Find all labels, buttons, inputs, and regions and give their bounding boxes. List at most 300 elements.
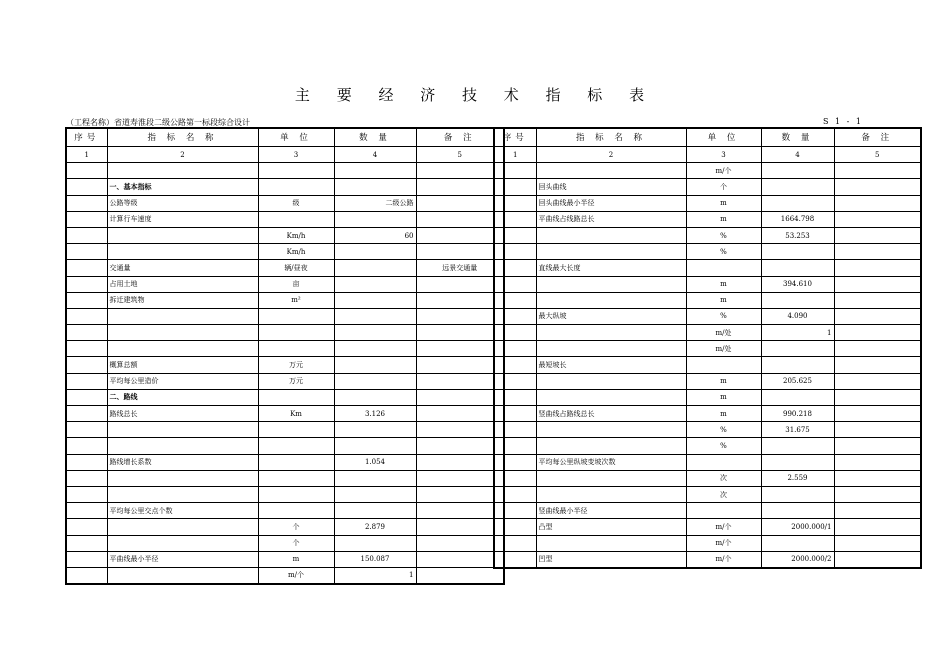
header-row xyxy=(66,128,504,147)
table-row xyxy=(66,389,504,405)
row-note xyxy=(416,406,504,422)
row-qty: 1 xyxy=(334,567,416,584)
table-row xyxy=(66,227,504,243)
row-qty: 2000.000/1 xyxy=(761,519,834,535)
row-name: 交通量 xyxy=(107,260,258,276)
row-note xyxy=(416,551,504,567)
row-qty xyxy=(334,276,416,292)
row-qty xyxy=(334,244,416,260)
row-unit xyxy=(258,341,334,357)
row-seq xyxy=(66,325,107,341)
table-row xyxy=(66,535,504,551)
row-name: 平均每公里交点个数 xyxy=(107,503,258,519)
table-row xyxy=(66,406,504,422)
row-name xyxy=(536,227,686,243)
row-unit: % xyxy=(686,422,761,438)
row-qty xyxy=(334,325,416,341)
header-unit: 单 位 xyxy=(258,128,334,147)
row-qty xyxy=(761,260,834,276)
row-qty: 150.087 xyxy=(334,551,416,567)
row-name: 概算总额 xyxy=(107,357,258,373)
table-row xyxy=(66,163,504,179)
table-row xyxy=(66,308,504,324)
row-seq xyxy=(494,470,536,486)
row-seq xyxy=(66,551,107,567)
row-qty xyxy=(761,292,834,308)
row-unit xyxy=(258,389,334,405)
row-note: 远景交通量 xyxy=(416,260,504,276)
row-note xyxy=(834,227,921,243)
row-seq xyxy=(494,519,536,535)
row-note xyxy=(834,551,921,568)
row-note xyxy=(416,373,504,389)
row-seq xyxy=(66,373,107,389)
section-heading: 一、基本指标 xyxy=(107,179,258,195)
row-note xyxy=(416,308,504,324)
row-name xyxy=(107,163,258,179)
row-unit: m xyxy=(686,292,761,308)
row-qty xyxy=(761,244,834,260)
row-qty xyxy=(761,163,834,179)
header-note: 备 注 xyxy=(416,128,504,147)
row-note xyxy=(834,389,921,405)
header-name: 指 标 名 称 xyxy=(107,128,258,147)
row-name xyxy=(107,535,258,551)
table-row xyxy=(494,357,921,373)
row-qty xyxy=(334,341,416,357)
row-name xyxy=(536,470,686,486)
row-note xyxy=(416,422,504,438)
table-row xyxy=(494,325,921,341)
table-row xyxy=(66,195,504,211)
indicator-table-right xyxy=(493,127,922,569)
row-note xyxy=(834,308,921,324)
table-row xyxy=(494,422,921,438)
row-name xyxy=(536,438,686,454)
row-seq xyxy=(66,244,107,260)
row-seq xyxy=(494,325,536,341)
row-name: 路线总长 xyxy=(107,406,258,422)
row-seq xyxy=(494,308,536,324)
row-unit xyxy=(258,503,334,519)
row-note xyxy=(416,276,504,292)
row-unit xyxy=(686,454,761,470)
row-note xyxy=(834,535,921,551)
row-unit: % xyxy=(686,438,761,454)
table-row xyxy=(66,454,504,470)
row-qty xyxy=(334,357,416,373)
row-name xyxy=(536,244,686,260)
row-name: 竖曲线占路线总长 xyxy=(536,406,686,422)
row-qty: 二级公路 xyxy=(334,195,416,211)
row-name xyxy=(107,470,258,486)
row-qty xyxy=(761,438,834,454)
row-unit: m xyxy=(686,276,761,292)
row-unit: 个 xyxy=(258,519,334,535)
table-row xyxy=(494,503,921,519)
row-unit: m/个 xyxy=(686,519,761,535)
row-seq xyxy=(494,244,536,260)
row-note xyxy=(416,454,504,470)
table-row xyxy=(494,535,921,551)
row-name xyxy=(536,276,686,292)
row-qty xyxy=(761,486,834,502)
row-name: 凹型 xyxy=(536,551,686,568)
row-qty xyxy=(761,535,834,551)
row-unit xyxy=(258,454,334,470)
table-row xyxy=(494,227,921,243)
col-number: 4 xyxy=(334,147,416,163)
row-note xyxy=(416,438,504,454)
row-unit: Km/h xyxy=(258,227,334,243)
row-qty xyxy=(334,422,416,438)
project-name: （工程名称）省道寿淮段二级公路第一标段综合设计 xyxy=(66,118,250,127)
row-unit xyxy=(258,211,334,227)
header-unit: 单 位 xyxy=(686,128,761,147)
row-qty xyxy=(334,163,416,179)
row-note xyxy=(834,373,921,389)
row-seq xyxy=(494,373,536,389)
row-name xyxy=(107,341,258,357)
row-seq xyxy=(494,406,536,422)
row-note xyxy=(834,325,921,341)
row-qty xyxy=(761,195,834,211)
row-unit: Km/h xyxy=(258,244,334,260)
row-unit: % xyxy=(686,308,761,324)
table-row xyxy=(66,244,504,260)
header-seq: 序号 xyxy=(66,128,107,147)
row-unit: 次 xyxy=(686,486,761,502)
row-name xyxy=(107,519,258,535)
table-row xyxy=(66,438,504,454)
table-row xyxy=(66,357,504,373)
row-unit: m xyxy=(686,373,761,389)
row-name: 计算行车速度 xyxy=(107,211,258,227)
row-name xyxy=(536,163,686,179)
row-unit: m xyxy=(258,551,334,567)
row-qty xyxy=(761,179,834,195)
row-qty xyxy=(761,503,834,519)
header-name: 指 标 名 称 xyxy=(536,128,686,147)
table-row xyxy=(494,486,921,502)
sheet-number: S 1 - 1 xyxy=(823,117,863,126)
row-unit: m/处 xyxy=(686,325,761,341)
table-row xyxy=(66,551,504,567)
row-unit: m xyxy=(686,406,761,422)
row-seq xyxy=(66,389,107,405)
table-row xyxy=(494,519,921,535)
col-number: 5 xyxy=(834,147,921,163)
col-number: 2 xyxy=(107,147,258,163)
row-note xyxy=(834,503,921,519)
table-row xyxy=(494,470,921,486)
row-name: 路线增长系数 xyxy=(107,454,258,470)
row-note xyxy=(834,163,921,179)
row-qty xyxy=(334,486,416,502)
table-row xyxy=(494,389,921,405)
row-seq xyxy=(66,422,107,438)
row-note xyxy=(834,341,921,357)
table-row xyxy=(66,260,504,276)
row-seq xyxy=(66,535,107,551)
row-note xyxy=(416,357,504,373)
row-note xyxy=(416,503,504,519)
row-seq xyxy=(494,341,536,357)
table-row xyxy=(494,211,921,227)
table-row xyxy=(66,179,504,195)
row-unit: 辆/昼夜 xyxy=(258,260,334,276)
table-row xyxy=(66,292,504,308)
row-name: 拆迁建筑物 xyxy=(107,292,258,308)
table-row xyxy=(494,260,921,276)
header-qty: 数 量 xyxy=(761,128,834,147)
row-note xyxy=(416,211,504,227)
row-seq xyxy=(66,486,107,502)
table-row xyxy=(494,163,921,179)
row-unit xyxy=(258,325,334,341)
row-qty xyxy=(334,535,416,551)
row-unit: 万元 xyxy=(258,357,334,373)
column-number-row xyxy=(66,147,504,163)
row-name: 最大纵坡 xyxy=(536,308,686,324)
col-number: 4 xyxy=(761,147,834,163)
row-note xyxy=(416,244,504,260)
row-note xyxy=(834,438,921,454)
row-qty: 60 xyxy=(334,227,416,243)
table-row xyxy=(66,567,504,584)
header-note: 备 注 xyxy=(834,128,921,147)
row-note xyxy=(416,227,504,243)
row-seq xyxy=(66,163,107,179)
row-note xyxy=(416,292,504,308)
row-seq xyxy=(66,292,107,308)
row-seq xyxy=(66,503,107,519)
table-row xyxy=(494,341,921,357)
row-note xyxy=(834,292,921,308)
row-unit: m/个 xyxy=(686,535,761,551)
row-name: 直线最大长度 xyxy=(536,260,686,276)
row-name: 占用土地 xyxy=(107,276,258,292)
row-qty xyxy=(761,341,834,357)
row-seq xyxy=(494,486,536,502)
row-note xyxy=(834,519,921,535)
row-unit: % xyxy=(686,244,761,260)
row-unit: m xyxy=(686,195,761,211)
header-row xyxy=(494,128,921,147)
table-row xyxy=(494,438,921,454)
row-seq xyxy=(66,211,107,227)
col-number: 3 xyxy=(258,147,334,163)
row-unit: 万元 xyxy=(258,373,334,389)
row-name: 竖曲线最小半径 xyxy=(536,503,686,519)
row-name: 平曲线占线路总长 xyxy=(536,211,686,227)
row-seq xyxy=(494,211,536,227)
row-name xyxy=(536,422,686,438)
row-unit: m/个 xyxy=(686,163,761,179)
section-heading: 二、路线 xyxy=(107,389,258,405)
row-qty: 1664.798 xyxy=(761,211,834,227)
row-note xyxy=(834,276,921,292)
row-seq xyxy=(494,389,536,405)
row-seq xyxy=(494,503,536,519)
table-row xyxy=(66,519,504,535)
row-note xyxy=(834,179,921,195)
row-note xyxy=(834,486,921,502)
table-row xyxy=(66,470,504,486)
row-unit: m/处 xyxy=(686,341,761,357)
row-name xyxy=(107,325,258,341)
row-note xyxy=(416,341,504,357)
row-seq xyxy=(66,357,107,373)
row-name xyxy=(107,438,258,454)
row-seq xyxy=(66,470,107,486)
row-note xyxy=(416,486,504,502)
row-qty xyxy=(761,454,834,470)
row-qty xyxy=(334,179,416,195)
row-qty: 4.090 xyxy=(761,308,834,324)
row-seq xyxy=(66,519,107,535)
row-seq xyxy=(66,195,107,211)
row-qty xyxy=(334,389,416,405)
row-name: 平均每公里纵坡变坡次数 xyxy=(536,454,686,470)
row-qty xyxy=(761,389,834,405)
table-row xyxy=(494,292,921,308)
row-qty xyxy=(334,470,416,486)
row-note xyxy=(834,454,921,470)
table-row xyxy=(494,406,921,422)
row-name xyxy=(536,292,686,308)
row-qty xyxy=(334,308,416,324)
row-seq xyxy=(494,454,536,470)
row-unit: Km xyxy=(258,406,334,422)
row-qty xyxy=(334,438,416,454)
row-seq xyxy=(66,260,107,276)
row-name xyxy=(107,244,258,260)
row-seq xyxy=(494,179,536,195)
row-unit: m² xyxy=(258,292,334,308)
table-row xyxy=(494,454,921,470)
row-name xyxy=(536,389,686,405)
row-note xyxy=(834,195,921,211)
row-note xyxy=(416,325,504,341)
row-note xyxy=(416,179,504,195)
row-seq xyxy=(66,341,107,357)
row-seq xyxy=(66,276,107,292)
row-note xyxy=(416,470,504,486)
row-qty: 990.218 xyxy=(761,406,834,422)
row-unit: 级 xyxy=(258,195,334,211)
row-seq xyxy=(66,179,107,195)
col-number: 3 xyxy=(686,147,761,163)
row-seq xyxy=(494,422,536,438)
row-seq xyxy=(66,567,107,584)
page-title: 主 要 经 济 技 术 指 标 表 xyxy=(294,86,656,104)
row-note xyxy=(416,519,504,535)
table-row xyxy=(66,325,504,341)
row-seq xyxy=(66,454,107,470)
header-qty: 数 量 xyxy=(334,128,416,147)
row-seq xyxy=(66,227,107,243)
col-number: 1 xyxy=(66,147,107,163)
row-seq xyxy=(494,227,536,243)
row-unit: m xyxy=(686,211,761,227)
row-unit: 个 xyxy=(686,179,761,195)
row-qty: 394.610 xyxy=(761,276,834,292)
col-number: 2 xyxy=(536,147,686,163)
row-unit: % xyxy=(686,227,761,243)
row-qty: 1 xyxy=(761,325,834,341)
table-row xyxy=(494,195,921,211)
row-name: 平曲线最小半径 xyxy=(107,551,258,567)
col-number: 1 xyxy=(494,147,536,163)
row-unit: m/个 xyxy=(258,567,334,584)
row-unit: 亩 xyxy=(258,276,334,292)
row-qty xyxy=(334,373,416,389)
row-unit xyxy=(258,422,334,438)
table-row xyxy=(66,503,504,519)
row-name xyxy=(536,325,686,341)
row-qty xyxy=(334,260,416,276)
row-name xyxy=(107,422,258,438)
row-seq xyxy=(494,195,536,211)
row-unit: 个 xyxy=(258,535,334,551)
row-qty: 31.675 xyxy=(761,422,834,438)
row-unit xyxy=(258,486,334,502)
row-unit xyxy=(258,179,334,195)
col-number: 5 xyxy=(416,147,504,163)
row-name xyxy=(536,341,686,357)
row-seq xyxy=(494,438,536,454)
table-row xyxy=(66,341,504,357)
row-name xyxy=(536,535,686,551)
row-seq xyxy=(66,308,107,324)
header-seq: 序号 xyxy=(494,128,536,147)
row-qty: 53.253 xyxy=(761,227,834,243)
row-qty: 3.126 xyxy=(334,406,416,422)
row-note xyxy=(416,567,504,584)
row-name: 平均每公里造价 xyxy=(107,373,258,389)
row-qty xyxy=(761,357,834,373)
row-seq xyxy=(494,163,536,179)
row-name xyxy=(536,486,686,502)
row-unit: m xyxy=(686,389,761,405)
row-note xyxy=(416,195,504,211)
row-seq xyxy=(66,406,107,422)
row-unit: m/个 xyxy=(686,551,761,568)
row-note xyxy=(416,163,504,179)
row-unit xyxy=(258,308,334,324)
row-note xyxy=(834,357,921,373)
table-row xyxy=(66,486,504,502)
row-note xyxy=(416,535,504,551)
row-note xyxy=(834,422,921,438)
table-row xyxy=(494,276,921,292)
row-unit xyxy=(686,503,761,519)
row-seq xyxy=(494,260,536,276)
row-name xyxy=(107,308,258,324)
table-row xyxy=(494,551,921,568)
row-unit xyxy=(686,260,761,276)
row-seq xyxy=(494,276,536,292)
row-unit xyxy=(686,357,761,373)
table-row xyxy=(66,422,504,438)
row-qty: 1.054 xyxy=(334,454,416,470)
table-row xyxy=(66,373,504,389)
row-name: 凸型 xyxy=(536,519,686,535)
row-note xyxy=(834,406,921,422)
row-name xyxy=(107,227,258,243)
row-note xyxy=(834,470,921,486)
